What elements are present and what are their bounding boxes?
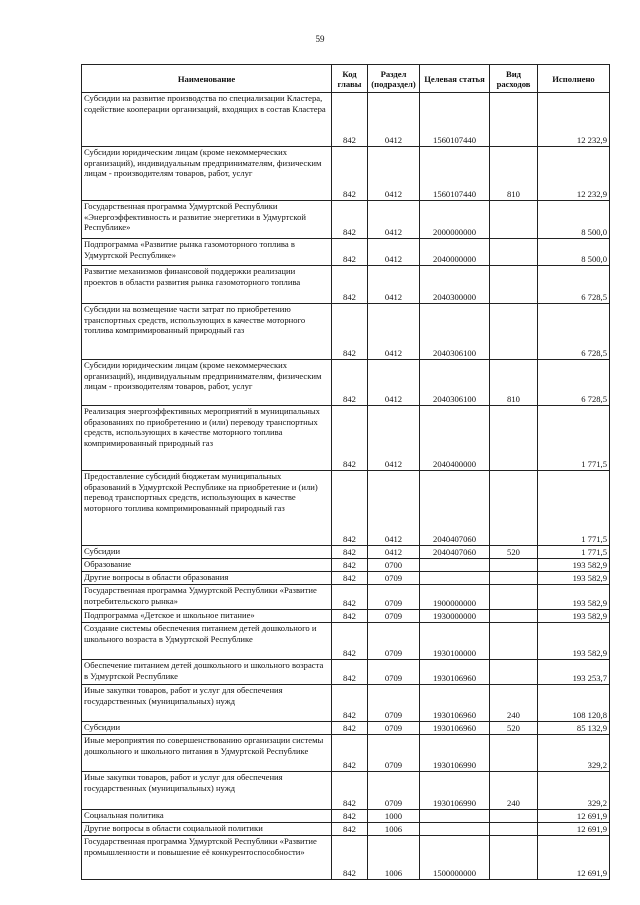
cell-name: Субсидии юридическим лицам (кроме некоммерческих организаций), индивидуальным предпринимателям, физическим лицам - производителям товаров, работ, услуг <box>82 147 332 201</box>
cell-executed: 12 691,9 <box>538 810 610 823</box>
cell-section: 1006 <box>368 823 420 836</box>
cell-code: 842 <box>332 471 368 546</box>
cell-expense-type <box>490 406 538 471</box>
cell-expense-type <box>490 304 538 360</box>
table-row <box>82 93 610 147</box>
cell-code: 842 <box>332 585 368 610</box>
cell-target <box>420 810 490 823</box>
cell-section: 0412 <box>368 546 420 559</box>
cell-name: Развитие механизмов финансовой поддержки реализации проектов в области развития рынка газомоторного топлива <box>82 266 332 304</box>
cell-target: 1560107440 <box>420 93 490 147</box>
cell-name: Субсидии <box>82 546 332 559</box>
cell-code: 842 <box>332 772 368 810</box>
header-target: Целевая статья <box>420 65 490 93</box>
cell-name: Иные закупки товаров, работ и услуг для обеспечения государственных (муниципальных) нужд <box>82 772 332 810</box>
cell-target: 1930106960 <box>420 660 490 685</box>
cell-name: Субсидии <box>82 722 332 735</box>
cell-code: 842 <box>332 406 368 471</box>
cell-executed: 1 771,5 <box>538 406 610 471</box>
header-section: Раздел (подраздел) <box>368 65 420 93</box>
cell-code: 842 <box>332 93 368 147</box>
cell-name: Другие вопросы в области социальной политики <box>82 823 332 836</box>
cell-expense-type <box>490 585 538 610</box>
cell-name: Государственная программа Удмуртской Республики «Развитие промышленности и повышение её конкурентоспособности» <box>82 836 332 880</box>
cell-name: Подпрограмма «Развитие рынка газомоторного топлива в Удмуртской Республике» <box>82 239 332 266</box>
cell-expense-type <box>490 735 538 772</box>
cell-code: 842 <box>332 239 368 266</box>
table-row <box>82 585 610 610</box>
cell-expense-type <box>490 201 538 239</box>
header-expense-type: Вид расходов <box>490 65 538 93</box>
cell-name: Подпрограмма «Детское и школьное питание» <box>82 610 332 623</box>
table-row <box>82 610 610 623</box>
cell-section: 1006 <box>368 836 420 880</box>
cell-target <box>420 559 490 572</box>
header-executed: Исполнено <box>538 65 610 93</box>
table-row <box>82 772 610 810</box>
cell-executed: 6 728,5 <box>538 266 610 304</box>
cell-section: 0709 <box>368 735 420 772</box>
cell-section: 0709 <box>368 772 420 810</box>
table-row <box>82 810 610 823</box>
cell-target: 1560107440 <box>420 147 490 201</box>
cell-section: 0412 <box>368 266 420 304</box>
cell-target <box>420 823 490 836</box>
cell-executed: 12 691,9 <box>538 836 610 880</box>
cell-code: 842 <box>332 559 368 572</box>
cell-name: Субсидии юридическим лицам (кроме некоммерческих организаций), индивидуальным предпринимателям, физическим лицам - производителям товаров, работ, услуг <box>82 360 332 406</box>
cell-section: 0412 <box>368 406 420 471</box>
table-row <box>82 266 610 304</box>
cell-executed: 1 771,5 <box>538 471 610 546</box>
cell-section: 0709 <box>368 572 420 585</box>
cell-expense-type <box>490 610 538 623</box>
cell-executed: 193 582,9 <box>538 623 610 660</box>
table-row <box>82 471 610 546</box>
cell-code: 842 <box>332 685 368 722</box>
cell-executed: 6 728,5 <box>538 360 610 406</box>
cell-code: 842 <box>332 610 368 623</box>
cell-executed: 12 691,9 <box>538 823 610 836</box>
cell-code: 842 <box>332 836 368 880</box>
cell-code: 842 <box>332 735 368 772</box>
cell-section: 1000 <box>368 810 420 823</box>
cell-expense-type <box>490 266 538 304</box>
cell-code: 842 <box>332 546 368 559</box>
cell-executed: 329,2 <box>538 772 610 810</box>
cell-executed: 193 582,9 <box>538 585 610 610</box>
cell-expense-type <box>490 823 538 836</box>
cell-name: Предоставление субсидий бюджетам муниципальных образований в Удмуртской Республике на приобретение и (или) перевод транспортных средств, использующих в качестве моторного топлива компримированный природный газ <box>82 471 332 546</box>
cell-target: 1930000000 <box>420 610 490 623</box>
cell-code: 842 <box>332 660 368 685</box>
cell-expense-type <box>490 660 538 685</box>
cell-target: 1930106960 <box>420 685 490 722</box>
cell-expense-type <box>490 810 538 823</box>
cell-target: 2040000000 <box>420 239 490 266</box>
cell-section: 0412 <box>368 471 420 546</box>
cell-executed: 12 232,9 <box>538 93 610 147</box>
cell-expense-type <box>490 93 538 147</box>
budget-table <box>81 64 610 880</box>
cell-name: Создание системы обеспечения питанием детей дошкольного и школьного возраста в Удмуртской Республике <box>82 623 332 660</box>
cell-section: 0709 <box>368 660 420 685</box>
table-row <box>82 836 610 880</box>
table-row <box>82 722 610 735</box>
page-number: 59 <box>315 34 325 44</box>
cell-expense-type <box>490 559 538 572</box>
cell-executed: 193 582,9 <box>538 559 610 572</box>
cell-target: 1500000000 <box>420 836 490 880</box>
cell-section: 0709 <box>368 585 420 610</box>
cell-section: 0709 <box>368 685 420 722</box>
table-row <box>82 406 610 471</box>
cell-section: 0709 <box>368 610 420 623</box>
cell-section: 0709 <box>368 722 420 735</box>
cell-code: 842 <box>332 572 368 585</box>
cell-code: 842 <box>332 266 368 304</box>
table-row <box>82 623 610 660</box>
cell-target: 2040407060 <box>420 546 490 559</box>
cell-target: 2040407060 <box>420 471 490 546</box>
cell-section: 0700 <box>368 559 420 572</box>
table-row <box>82 147 610 201</box>
cell-target: 2040300000 <box>420 266 490 304</box>
cell-code: 842 <box>332 823 368 836</box>
table-header-row <box>82 65 610 93</box>
cell-name: Иные закупки товаров, работ и услуг для обеспечения государственных (муниципальных) нужд <box>82 685 332 722</box>
table-row <box>82 572 610 585</box>
cell-executed: 6 728,5 <box>538 304 610 360</box>
table-row <box>82 660 610 685</box>
cell-target: 1930106990 <box>420 772 490 810</box>
cell-expense-type: 520 <box>490 546 538 559</box>
cell-name: Государственная программа Удмуртской Республики «Развитие потребительского рынка» <box>82 585 332 610</box>
cell-target: 1930100000 <box>420 623 490 660</box>
cell-executed: 1 771,5 <box>538 546 610 559</box>
cell-executed: 193 253,7 <box>538 660 610 685</box>
cell-section: 0412 <box>368 93 420 147</box>
cell-expense-type <box>490 623 538 660</box>
cell-section: 0412 <box>368 304 420 360</box>
cell-expense-type <box>490 239 538 266</box>
cell-target: 2040400000 <box>420 406 490 471</box>
cell-code: 842 <box>332 201 368 239</box>
cell-executed: 193 582,9 <box>538 610 610 623</box>
cell-section: 0412 <box>368 360 420 406</box>
cell-code: 842 <box>332 810 368 823</box>
cell-executed: 12 232,9 <box>538 147 610 201</box>
cell-target: 1930106960 <box>420 722 490 735</box>
cell-target: 1900000000 <box>420 585 490 610</box>
cell-expense-type: 240 <box>490 772 538 810</box>
cell-executed: 329,2 <box>538 735 610 772</box>
table-row <box>82 823 610 836</box>
table-row <box>82 304 610 360</box>
cell-code: 842 <box>332 722 368 735</box>
cell-name: Государственная программа Удмуртской Республики «Энергоэффективность и развитие энергетики в Удмуртской Республике» <box>82 201 332 239</box>
cell-section: 0412 <box>368 147 420 201</box>
cell-expense-type <box>490 836 538 880</box>
cell-expense-type: 520 <box>490 722 538 735</box>
cell-code: 842 <box>332 304 368 360</box>
cell-name: Иные мероприятия по совершенствованию организации системы дошкольного и школьного питания в Удмуртской Республике <box>82 735 332 772</box>
table-row <box>82 360 610 406</box>
table-row <box>82 239 610 266</box>
cell-section: 0412 <box>368 239 420 266</box>
cell-name: Образование <box>82 559 332 572</box>
cell-expense-type <box>490 572 538 585</box>
header-name: Наименование <box>82 65 332 93</box>
cell-target: 1930106990 <box>420 735 490 772</box>
cell-expense-type: 810 <box>490 147 538 201</box>
cell-name: Обеспечение питанием детей дошкольного и школьного возраста в Удмуртской Республике <box>82 660 332 685</box>
cell-section: 0709 <box>368 623 420 660</box>
cell-executed: 108 120,8 <box>538 685 610 722</box>
cell-code: 842 <box>332 360 368 406</box>
table-row <box>82 685 610 722</box>
cell-code: 842 <box>332 623 368 660</box>
cell-expense-type: 810 <box>490 360 538 406</box>
cell-expense-type: 240 <box>490 685 538 722</box>
table-row <box>82 546 610 559</box>
cell-target: 2040306100 <box>420 304 490 360</box>
cell-name: Субсидии на развитие производства по специализации Кластера, содействие кооперации организаций, входящих в состав Кластера <box>82 93 332 147</box>
cell-name: Реализация энергоэффективных мероприятий в муниципальных образованиях по приобретению и (или) переводу транспортных средств, использующих в качестве моторного топлива компримированный природный газ <box>82 406 332 471</box>
table-row <box>82 735 610 772</box>
cell-code: 842 <box>332 147 368 201</box>
cell-executed: 193 582,9 <box>538 572 610 585</box>
cell-name: Социальная политика <box>82 810 332 823</box>
table-row <box>82 559 610 572</box>
cell-executed: 8 500,0 <box>538 239 610 266</box>
cell-target: 2040306100 <box>420 360 490 406</box>
cell-section: 0412 <box>368 201 420 239</box>
table-body <box>82 93 610 880</box>
header-code: Код главы <box>332 65 368 93</box>
cell-executed: 85 132,9 <box>538 722 610 735</box>
table-row <box>82 201 610 239</box>
cell-executed: 8 500,0 <box>538 201 610 239</box>
cell-target: 2000000000 <box>420 201 490 239</box>
cell-name: Субсидии на возмещение части затрат по приобретению транспортных средств, использующих в качестве моторного топлива компримированный природный газ <box>82 304 332 360</box>
cell-name: Другие вопросы в области образования <box>82 572 332 585</box>
cell-target <box>420 572 490 585</box>
cell-expense-type <box>490 471 538 546</box>
